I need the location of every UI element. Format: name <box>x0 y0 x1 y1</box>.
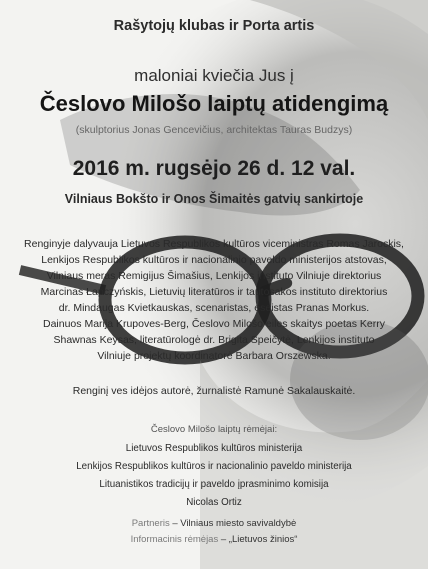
participants-line: Lenkijos Respublikos kultūros ir nacionalinio paveldo ministerijos atstovas, <box>41 254 387 266</box>
participants-line: Shawnas Keysas, literatūrologė dr. Brigita Speičytė, Lenkijos instituto <box>53 334 375 346</box>
media-sponsor-line <box>0 534 428 545</box>
sculptor-architect-credits: (skulptorius Jonas Gencevičius, architektas Tauras Budzys) <box>75 124 353 136</box>
participants-line: Dainuos Marija Krupoves-Berg, Česlovo Milošo eiles skaitys poetas Kerry <box>43 318 385 330</box>
partner-value: – Vilniaus miesto savivaldybė <box>172 518 297 529</box>
participants-line: Marcinas Łapczyńskis, Lietuvių literatūros ir tautosakos instituto direktorius <box>40 286 388 298</box>
partner-label: Partneris <box>131 518 170 529</box>
participants-line: Vilniaus meras Remigijus Šimašius, Lenkijos instituto Vilniuje direktorius <box>46 270 382 282</box>
event-title: Česlovo Milošo laiptų atidengimą <box>39 91 389 116</box>
sponsor-item: Lituanistikos tradicijų ir paveldo įprasminimo komisija <box>99 479 329 490</box>
sponsor-item: Lenkijos Respublikos kultūros ir nacionalinio paveldo ministerija <box>76 461 352 472</box>
host-line: Renginį ves idėjos autorė, žurnalistė Ramunė Sakalauskaitė. <box>72 385 356 397</box>
organizers-heading: Rašytojų klubas ir Porta artis <box>113 18 315 34</box>
partner-line <box>0 518 428 529</box>
sponsors-heading: Česlovo Milošo laiptų rėmėjai: <box>150 424 278 435</box>
sponsor-item: Nicolas Ortiz <box>186 497 242 508</box>
invite-line: maloniai kviečia Jus į <box>134 66 294 85</box>
media-sponsor-value: – „Lietuvos žinios“ <box>220 534 298 545</box>
participants-line: Vilniuje projektų koordinatorė Barbara Orszewska. <box>97 350 331 362</box>
event-datetime: 2016 m. rugsėjo 26 d. 12 val. <box>72 157 356 180</box>
media-sponsor-label: Informacinis rėmėjas <box>130 534 219 545</box>
participants-line: Renginyje dalyvauja Lietuvos Respublikos kultūros viceministras Romas Jarockis, <box>24 238 404 250</box>
sponsor-item: Lietuvos Respublikos kultūros ministerija <box>125 443 303 454</box>
event-location: Vilniaus Bokšto ir Onos Šimaitės gatvių sankirtoje <box>64 192 364 206</box>
participants-paragraph <box>24 236 404 364</box>
participants-line: dr. Mindaugas Kvietkauskas, scenaristas, eseistas Pranas Morkus. <box>58 302 370 314</box>
